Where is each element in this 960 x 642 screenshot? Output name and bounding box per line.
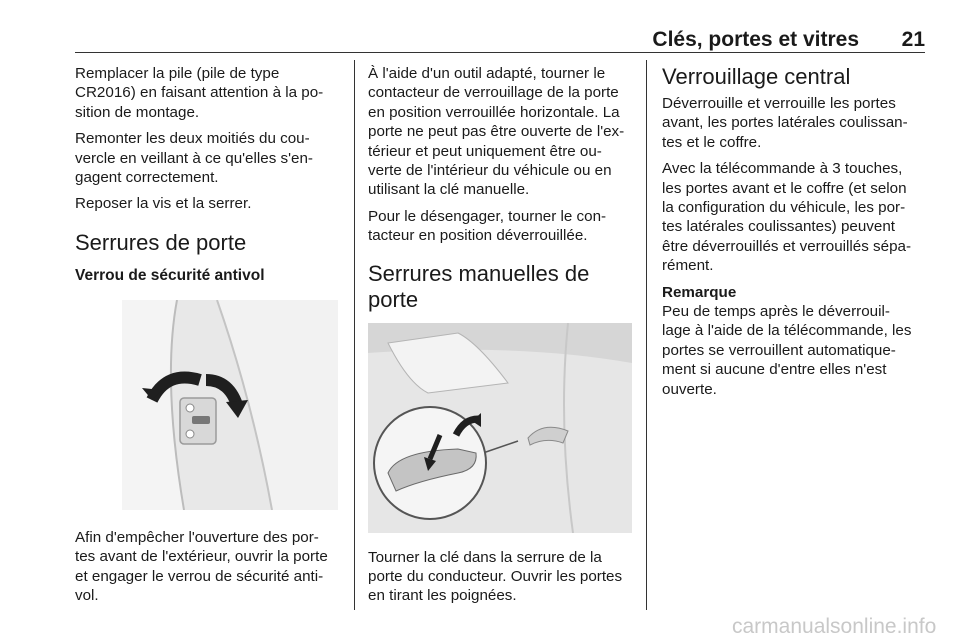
- column-2: [368, 64, 638, 613]
- paragraph-turn-key: Tourner la clé dans la serrure de la porte du conducteur. Ouvrir les portes en tirant les poignées.: [368, 548, 623, 605]
- note-box: Remarque Peu de temps après le déverrouil- lage à l'aide de la télécommande, les portes se verrouillent automatique- ment si aucune d'entre elles n'est ouverte.: [662, 283, 924, 399]
- page-number: 21: [901, 28, 925, 51]
- paragraph-cover: Remonter les deux moitiés du cou- vercle en veillant à ce qu'elles s'en- gagent correctement.: [75, 130, 313, 187]
- paragraph-disengage: Pour le désengager, tourner le con- tacteur en position déverrouillée.: [368, 207, 607, 245]
- watermark: carmanualsonline.info: [732, 615, 937, 638]
- header-rule: [75, 52, 925, 53]
- chapter-title: Clés, portes et vitres: [652, 28, 859, 51]
- paragraph-battery: Remplacer la pile (pile de type CR2016) en faisant attention à la po- sition de montage.: [75, 65, 324, 121]
- child-lock-illustration: [122, 300, 338, 510]
- heading-central-locking: Verrouillage central: [662, 64, 851, 89]
- column-divider-2: [646, 60, 647, 610]
- column-divider-1: [354, 60, 355, 610]
- door-handle-illustration: [368, 323, 632, 533]
- paragraph-screw: Reposer la vis et la serrer.: [75, 195, 252, 213]
- heading-door-locks: Serrures de porte: [75, 229, 247, 255]
- subheading-child-lock: Verrou de sécurité antivol: [75, 266, 265, 284]
- note-title: Remarque: [662, 283, 737, 301]
- paragraph-child-lock: Afin d'empêcher l'ouverture des por- tes avant de l'extérieur, ouvrir la porte et engager le verrou de sécurité anti- vol.: [75, 528, 328, 605]
- paragraph-remote: Avec la télécommande à 3 touches, les portes avant et le coffre (et selon la configuration du véhicule, les por- tes latérales coulissantes) peuvent être déverrouillés et verrouillés sépa- rément.: [662, 160, 912, 275]
- column-3: [662, 64, 924, 406]
- heading-manual-locks: Serrures manuelles de porte: [368, 260, 590, 312]
- paragraph-tool: À l'aide d'un outil adapté, tourner le contacteur de verrouillage de la porte en position verrouillée horizontale. La porte ne peut pas être ouverte de l'ex- térieur et peut uniquement être ou- verte de l'intérieur du véhicule ou en utilisant la clé manuelle.: [368, 65, 625, 199]
- paragraph-central-locking: Déverrouille et verrouille les portes avant, les portes latérales coulissan- tes et le coffre.: [662, 95, 908, 151]
- column-1: [75, 64, 345, 612]
- page-header: [75, 28, 925, 54]
